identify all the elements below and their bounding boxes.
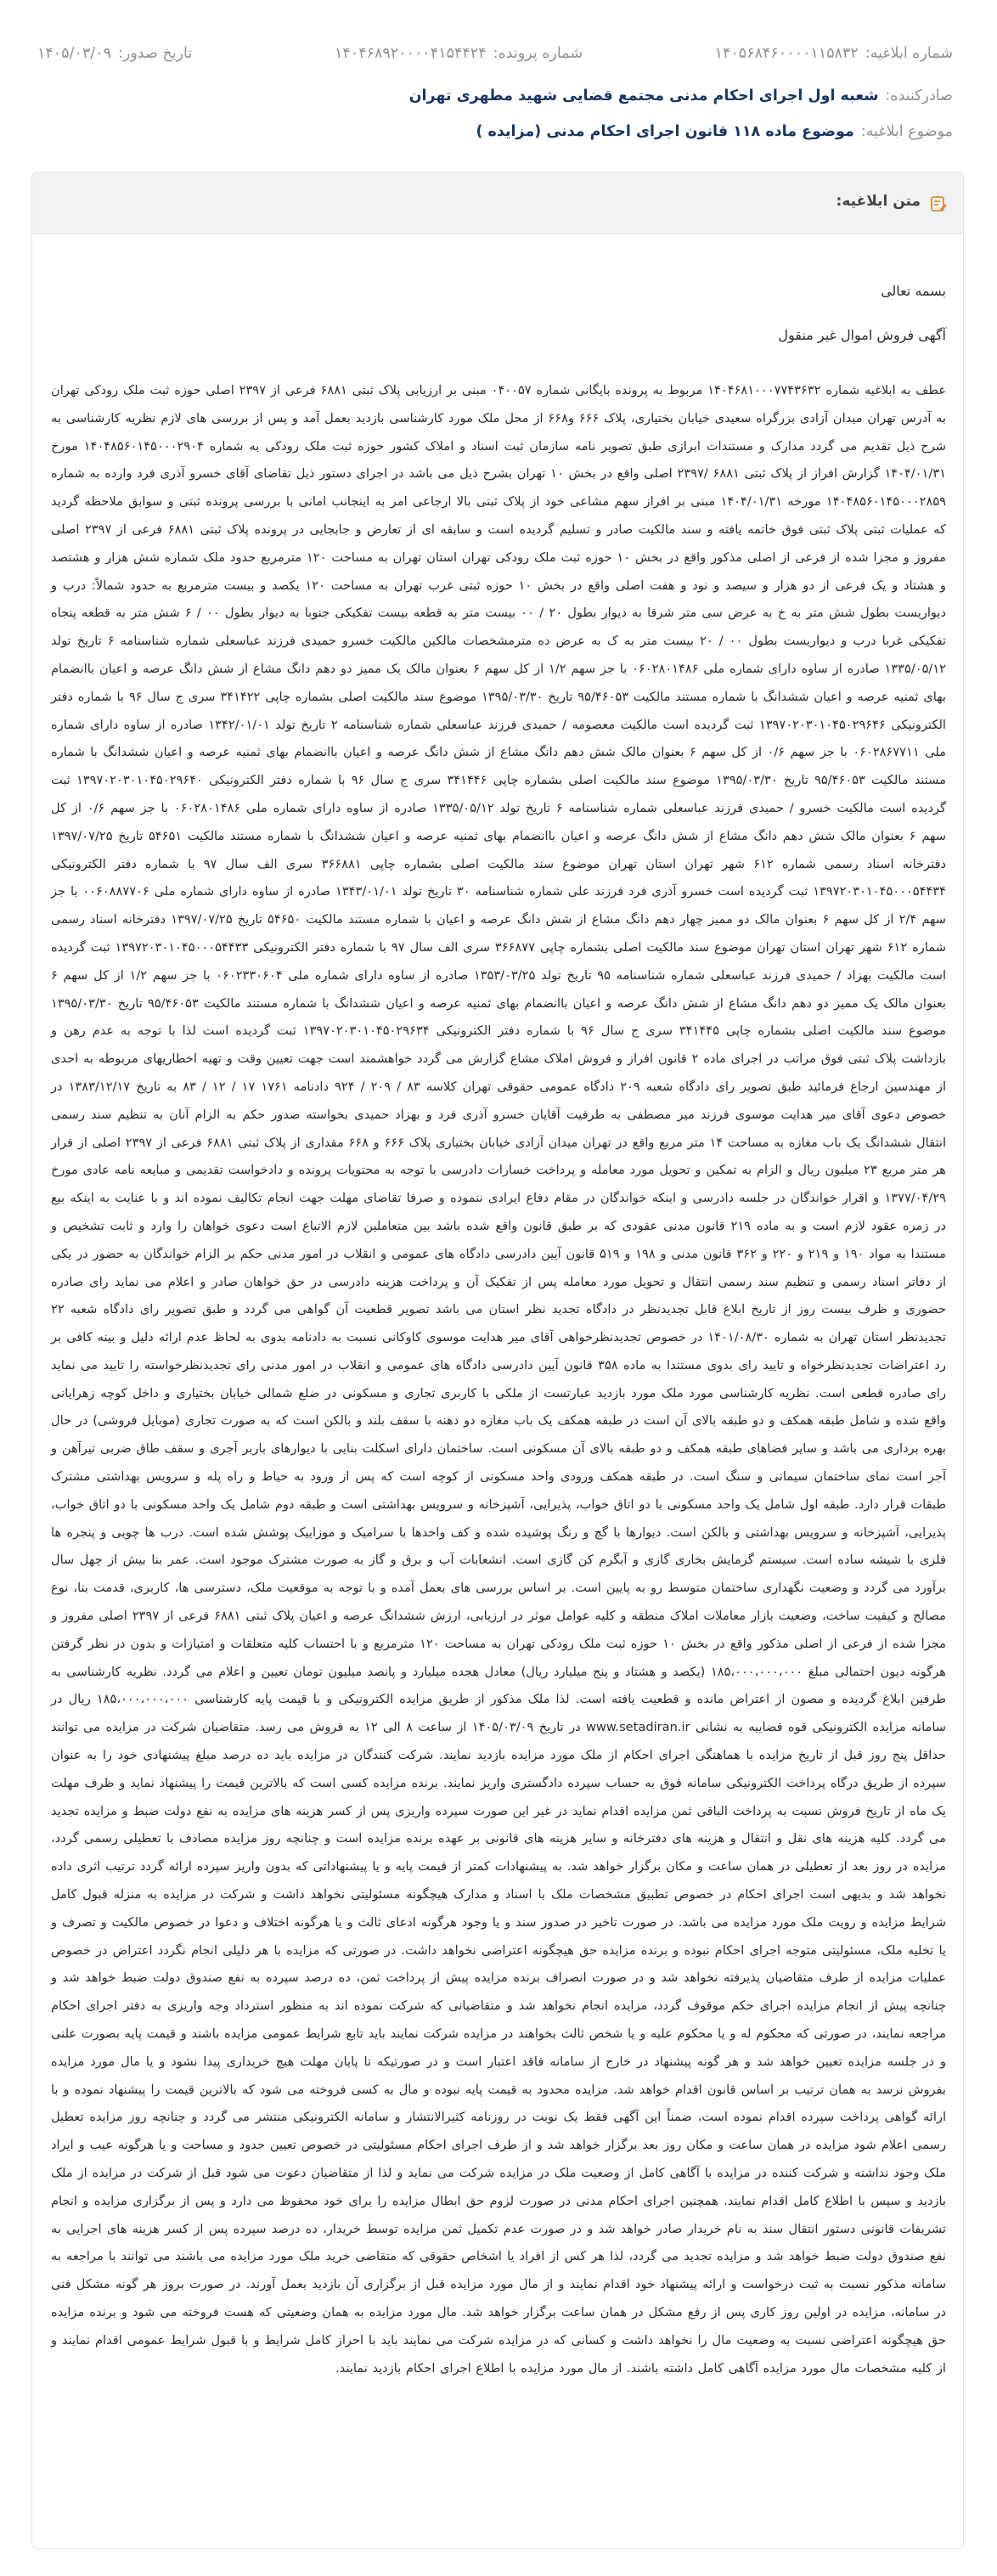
document-edit-icon — [929, 195, 948, 212]
file-number-label: شماره پرونده: — [493, 45, 583, 62]
sender-value: شعبه اول اجرای احکام مدنی مجتمع قضایی شهید مطهری تهران — [408, 87, 879, 104]
notice-content — [51, 234, 946, 2382]
sender-label: صادرکننده: — [885, 87, 953, 104]
notice-header — [0, 0, 997, 166]
notice-title: متن ابلاغیه: — [836, 193, 921, 210]
notice-card — [31, 172, 964, 2549]
file-number-value: ۱۴۰۴۶۸۹۲۰۰۰۰۴۱۵۴۴۲۴ — [335, 45, 487, 62]
issue-date-label: تاریخ صدور: — [118, 45, 193, 62]
notice-number — [715, 45, 953, 62]
issue-date — [37, 45, 192, 62]
notice-card-header — [32, 172, 963, 234]
file-number — [335, 45, 583, 62]
notice-body-text: عطف به ابلاغیه شماره ۱۴۰۴۶۸۱۰۰۰۷۷۴۳۶۳۲ مربوط به پرونده بایگانی شماره ۰۴۰۰۵۷ مبنی بر ارزیابی پلاک ثبتی ۶۸۸۱ فرعی از ۲۳۹۷ اصلی حوزه ثبت ملک رودکی تهران به آدرس تهران میدان آزادی بزرگراه سعیدی خیابان بختیاری، پلاک ۶۶۶ و۶۶۸ از محل ملک مورد کارشناسی بازدید بعمل آمد و پس از بررسی های لازم نظریه کارشناسی به شرح ذیل تقدیم می گردد مدارک و مستندات ابرازی طبق تصویر نامه سازمان ثبت اسناد و املاک کشور حوزه ثبت ملک رودکی به شماره ۱۴۰۴۸۵۶۰۱۴۵۰۰۰۲۹۰۴ مورخ ۱۴۰۴/۰۱/۳۱ گزارش افراز از پلاک ثبتی ۶۸۸۱ /۲۳۹۷ اصلی واقع در بخش ۱۰ تهران بشرح ذیل می باشد در اجرای دستور ذیل تقاضای آقای خسرو آذری فرد وارده به شماره ۱۴۰۴۸۵۶۰۱۴۵۰۰۰۲۸۵۹ مورخه ۱۴۰۴/۰۱/۳۱ مبنی بر افراز سهم مشاعی خود از پلاک ثبتی بالا ارجاعی امر به اینجانب امانی با بررسی پرونده ثبتی و سوابق ملاحظه گردید که عملیات ثبتی پلاک ثبتی فوق خاتمه یافته و سند مالکیت صادر و تسلیم گردیده است و سابقه ای از تعارض و جابجایی در پرونده پلاک ثبتی ۶۸۸۱ فرعی از ۲۳۹۷ اصلی مفروز و مجزا شده از فرعی از اصلی مذکور واقع در بخش ۱۰ حوزه ثبت ملک رودکی تهران استان تهران به مساحت ۱۲۰ مترمربع حدود ملک شماره شش هزار و هشتصد و هشتاد و یک فرعی از دو هزار و سیصد و نود و هفت اصلی واقع در بخش ۱۰ حوزه ثبتی غرب تهران به مساحت ۱۲۰ یکصد و بیست مترمربع به حدود شمالاً: درب و دیواریست بطول شش متر به خ به عرض سی متر شرقا به دیوار بطول ۲۰ / ۰۰ بیست متر به قطعه بیست تفکیکی جنوبا به دیوار بطول ۰۰ / ۶ شش متر به قطعه پنجاه تفکیکی غربا درب و دیواریست بطول ۰۰ / ۲۰ بیست متر به ک به عرض ده مترمشخصات مالکین مالکیت خسرو حمیدی فرزند عباسعلی شماره شناسنامه ۶ تاریخ تولد ۱۳۳۵/۰۵/۱۲ صادره از ساوه دارای شماره ملی ۰۶۰۲۸۰۱۴۸۶ با جز سهم ۱/۲ از کل سهم ۶ بعنوان مالک یک ممیز دو دهم دانگ مشاع از شش دانگ عرصه و اعیان باانضمام بهای ثمنیه عرصه و اعیان ششدانگ با شماره مستند مالکیت ۹۵/۴۶۰۵۳ تاریخ ۱۳۹۵/۰۳/۳۰ موضوع سند مالکیت اصلی بشماره چاپی ۳۴۱۴۲۲ سری ج سال ۹۶ با شماره دفتر الکترونیکی ۱۳۹۷۰۲۰۳۰۱۰۴۵۰۲۹۶۴۶ ثبت گردیده است مالکیت معصومه / حمیدی فرزند عباسعلی شماره شناسنامه ۲ تاریخ تولد ۱۳۴۲/۰۱/۰۱ صادره از ساوه دارای شماره ملی ۰۶۰۲۸۶۷۷۱۱ با جز سهم ۰/۶ از کل سهم ۶ بعنوان مالک شش دهم دانگ مشاع از شش دانگ عرصه و اعیان باانضمام بهای ثمنیه عرصه و اعیان ششدانگ با شماره مستند مالکیت ۹۵/۴۶۰۵۳ تاریخ ۱۳۹۵/۰۳/۳۰ موضوع سند مالکیت اصلی بشماره چاپی ۳۴۱۴۴۶ سری ج سال ۹۶ با شماره دفتر الکترونیکی ۱۳۹۷۰۲۰۳۰۱۰۴۵۰۲۹۶۴۰ ثبت گردیده است مالکیت خسرو / حمیدی فرزند عباسعلی شماره شناسنامه ۶ تاریخ تولد ۱۳۳۵/۰۵/۱۲ صادره از ساوه دارای شماره ملی ۰۶۰۲۸۰۱۴۸۶ با جز سهم ۰/۶ از کل سهم ۶ بعنوان مالک شش دهم دانگ مشاع از شش دانگ عرصه و اعیان باانضمام بهای ثمنیه عرصه و اعیان ششدانگ با شماره مستند مالکیت ۵۴۶۵۱ تاریخ ۱۳۹۷/۰۷/۲۵ دفترخانه اسناد رسمی شماره ۶۱۲ شهر تهران استان تهران موضوع سند مالکیت اصلی بشماره چاپی ۳۶۶۸۸۱ سری الف سال ۹۷ با شماره دفتر الکترونیکی ۱۳۹۷۲۰۳۰۱۰۴۵۰۰۰۵۴۴۳۴ ثبت گردیده است خسرو آذری فرد فرزند علی شماره شناسنامه ۳۰ تاریخ تولد ۱۳۴۳/۰۱/۰۱ صادره از ساوه دارای شماره ملی ۰۰۶۰۸۸۷۷۰۶ با جز سهم ۲/۴ از کل سهم ۶ بعنوان مالک دو ممیز چهار دهم دانگ مشاع از شش دانگ عرصه و اعیان با شماره مستند مالکیت ۵۴۶۵۰ تاریخ ۱۳۹۷/۰۷/۲۵ دفترخانه اسناد رسمی شماره ۶۱۲ شهر تهران استان تهران موضوع سند مالکیت اصلی بشماره چاپی ۳۶۶۸۷۷ سری الف سال ۹۷ با شماره دفتر الکترونیکی ۱۳۹۷۲۰۳۰۱۰۴۵۰۰۰۵۴۴۳۳ ثبت گردیده است مالکیت بهزاد / حمیدی فرزند عباسعلی شماره شناسنامه ۹۵ تاریخ تولد ۱۳۵۳/۰۳/۲۵ صادره از ساوه دارای شماره ملی ۰۶۰۲۳۳۰۶۰۴ با جز سهم ۱/۲ از کل سهم ۶ بعنوان مالک یک ممیز دو دهم دانگ مشاع از شش دانگ عرصه و اعیان باانضمام بهای ثمنیه عرصه و اعیان ششدانگ با شماره مستند مالکیت ۹۵/۴۶۰۵۳ تاریخ ۱۳۹۵/۰۳/۳۰ موضوع سند مالکیت اصلی بشماره چاپی ۳۴۱۴۴۵ سری ج سال ۹۶ با شماره دفتر الکترونیکی ۱۳۹۷۰۲۰۳۰۱۰۴۵۰۲۹۶۳۴ ثبت گردیده است لذا با توجه به عدم رهن و بازداشت پلاک ثبتی فوق مراتب در اجرای ماده ۲ قانون افراز و فروش املاک مشاع گزارش می گردد خواهشمند است جهت تعیین وقت و تهیه اخطاریهای مربوطه به احدی از مهندسین ارجاع فرمائید طبق تصویر رای دادگاه شعبه ۲۰۹ دادگاه عمومی حقوقی تهران کلاسه ۸۳ / ۲۰۹ / ۹۲۴ دادنامه ۱۷۶۱ ۱۷ / ۱۲ / ۸۳ به تاریخ ۱۳۸۳/۱۲/۱۷ در خصوص دعوی آقای میر هدایت موسوی فرزند میر مصطفی به طرفیت آقایان خسرو آذری فرد و بهزاد حمیدی بخواسته صدور حکم به الزام آنان به تنظیم سند رسمی انتقال ششدانگ یک باب مغازه به مساحت ۱۴ متر مربع واقع در تهران میدان آزادی خیابان بختیاری پلاک ۶۶۶ و ۶۶۸ مقداری از پلاک ثبتی ۶۸۸۱ فرعی از ۲۳۹۷ اصلی از قرار هر متر مربع ۲۳ میلیون ریال و الزام به تمکین و تحویل مورد معامله و پرداخت خسارات دادرسی با توجه به محتویات پرونده و دادخواست تقدیمی و مبایعه نامه عادی مورخ ۱۳۷۷/۰۴/۲۹ و اقرار خواندگان در جلسه دادرسی و اینکه خواندگان در مقام دفاع ایرادی ننموده و صرفا تقاضای مهلت جهت انجام تکالیف نموده اند و با عنایت به اینکه بیع در زمره عقود لازم است و به ماده ۲۱۹ قانون مدنی عقودی که بر طبق قانون واقع شده باشد بین متعاملین لازم الاتباع است دعوی خواهان را وارد و ثابت تشخیص و مستندا به مواد ۱۹۰ و ۲۱۹ و ۲۲۰ و ۳۶۲ قانون مدنی و ۱۹۸ و ۵۱۹ قانون آیین دادرسی دادگاه های عمومی و انقلاب در امور مدنی حکم بر الزام خواندگان به حضور در یکی از دفاتر اسناد رسمی و تنظیم سند رسمی انتقال و تحویل مورد معامله پس از تفکیک آن و پرداخت هزینه دادرسی در حق خواهان صادر و اعلام می نماید رای صادره حضوری و ظرف بیست روز از تاریخ ابلاغ قابل تجدیدنظر در دادگاه تجدید نظر استان می باشد تصویر قطعیت آن گواهی می گردد و طبق تصویر رای دادگاه شعبه ۲۲ تجدیدنظر استان تهران به شماره ۱۴۰۱/۰۸/۳۰ در خصوص تجدیدنظرخواهی آقای میر هدایت موسوی کاوکانی نسبت به دادنامه بدوی به لحاظ عدم ارائه دلیل و بینه کافی بر رد اعتراضات تجدیدنظرخواه و تایید رای بدوی مستندا به ماده ۳۵۸ قانون آیین دادرسی دادگاه های عمومی و انقلاب در امور مدنی رای تجدیدنظرخواسته را تایید می نماید رای صادره قطعی است. نظریه کارشناسی مورد ملک مورد بازدید عبارتست از ملکی با کاربری تجاری و مسکونی در ضلع شمالی خیابان بختیاری و داخل کوچه زهرایانی واقع شده و شامل طبقه همکف و دو طبقه بالای آن است در طبقه همکف یک باب مغازه دو دهنه با سقف بلند و بالکن است که به صورت تجاری (موبایل فروشی) در حال بهره برداری می باشد و سایر فضاهای طبقه همکف و دو طبقه بالای آن مسکونی است. ساختمان دارای اسکلت بنایی با دیوارهای باربر آجری و سقف طاق ضربی تیرآهن و آجر است نمای ساختمان سیمانی و سنگ است. در طبقه همکف ورودی واحد مسکونی از کوچه است که پس از ورود به حیاط و راه پله و سرویس بهداشتی مشترک طبقات قرار دارد. طبقه اول شامل یک واحد مسکونی با دو اتاق خواب، پذیرایی، آشپزخانه و سرویس بهداشتی است و طبقه دوم شامل یک واحد مسکونی با دو اتاق خواب، پذیرایی، آشپزخانه و سرویس بهداشتی و بالکن است. دیوارها با گچ و رنگ پوشیده شده و کف واحدها با سرامیک و موزاییک پوشش شده است. درب ها چوبی و پنجره ها فلزی با شیشه ساده است. سیستم گرمایش بخاری گازی و آبگرم کن گازی است. انشعابات آب و برق و گاز به صورت مشترک موجود است. عمر بنا بیش از چهل سال برآورد می گردد و وضعیت نگهداری ساختمان متوسط رو به پایین است. بر اساس بررسی های بعمل آمده و با توجه به موقعیت ملک، دسترسی ها، کاربری، قدمت بنا، نوع مصالح و کیفیت ساخت، وضعیت بازار معاملات املاک منطقه و کلیه عوامل موثر در ارزیابی، ارزش ششدانگ عرصه و اعیان پلاک ثبتی ۶۸۸۱ فرعی از ۲۳۹۷ اصلی مفروز و مجزا شده از فرعی از اصلی مذکور واقع در بخش ۱۰ حوزه ثبت ملک رودکی تهران به مساحت ۱۲۰ مترمربع و با احتساب کلیه متعلقات و امتیازات و بدون در نظر گرفتن هرگونه دیون احتمالی مبلغ ۱۸۵،۰۰۰،۰۰۰،۰۰۰ (یکصد و هشتاد و پنج میلیارد ریال) معادل هجده میلیارد و پانصد میلیون تومان تعیین و اعلام می گردد. نظریه کارشناسی به طرفین ابلاغ گردیده و مصون از اعتراض مانده و قطعیت یافته است. لذا ملک مذکور از طریق مزایده الکترونیکی و با قیمت پایه کارشناسی ۱۸۵،۰۰۰،۰۰۰،۰۰۰ ریال در سامانه مزایده الکترونیکی قوه قضاییه به نشانی www.setadiran.ir در تاریخ ۱۴۰۵/۰۳/۰۹ از ساعت ۸ الی ۱۲ به فروش می رسد. متقاضیان شرکت در مزایده می توانند حداقل پنج روز قبل از تاریخ مزایده با هماهنگی اجرای احکام از ملک مورد مزایده بازدید نمایند. شرکت کنندگان در مزایده باید ده درصد مبلغ پیشنهادی خود را به عنوان سپرده از طریق درگاه پرداخت الکترونیکی سامانه فوق به حساب سپرده دادگستری واریز نمایند. برنده مزایده کسی است که بالاترین قیمت را پیشنهاد نماید و ظرف مهلت یک ماه از تاریخ فروش نسبت به پرداخت الباقی ثمن مزایده اقدام نماید در غیر این صورت سپرده واریزی پس از کسر هزینه های مزایده به نفع دولت ضبط و مزایده تجدید می گردد. کلیه هزینه های نقل و انتقال و هزینه های دفترخانه و سایر هزینه های قانونی بر عهده برنده مزایده است و چنانچه روز مزایده مصادف با تعطیلی رسمی گردد، مزایده در روز بعد از تعطیلی در همان ساعت و مکان برگزار خواهد شد. به پیشنهادات کمتر از قیمت پایه و یا پیشنهاداتی که بدون واریز سپرده ارائه گردد ترتیب اثری داده نخواهد شد و بدیهی است اجرای احکام در خصوص تطبیق مشخصات ملک با اسناد و مدارک هیچگونه مسئولیتی نخواهد داشت و شرکت در مزایده به منزله قبول کامل شرایط مزایده و رویت ملک مورد مزایده می باشد. در صورت تاخیر در صدور سند و یا وجود هرگونه ادعای ثالث و یا هرگونه اختلاف و دعوا در خصوص مالکیت و تصرف و یا تخلیه ملک، مسئولیتی متوجه اجرای احکام نبوده و برنده مزایده حق هیچگونه اعتراضی نخواهد داشت. در صورتی که مزایده با هر دلیلی انجام نگردد اعتراض در خصوص عملیات مزایده از طرف متقاضیان پذیرفته نخواهد شد و در صورت انصراف برنده مزایده پیش از پرداخت ثمن، ده درصد سپرده به نفع صندوق دولت ضبط خواهد شد و چنانچه پیش از انجام مزایده اجرای حکم موقوف گردد، مزایده انجام نخواهد شد و متقاضیانی که شرکت نموده اند به منظور استرداد وجه واریزی به دفتر اجرای احکام مراجعه نمایند، در صورتی که محکوم له و یا محکوم علیه و یا شخص ثالث بخواهند در مزایده شرکت نمایند باید تابع شرایط عمومی مزایده باشند و قیمت پایه بصورت علنی و در جلسه مزایده تعیین خواهد شد و هر گونه پیشنهاد در خارج از سامانه فاقد اعتبار است و در صورتیکه تا پایان مهلت هیچ خریداری پیدا نشود و یا مال مورد مزایده بفروش نرسد به همان ترتیب بر اساس قانون اقدام خواهد شد. مزایده محدود به قیمت پایه نبوده و مال به کسی فروخته می شود که بالاترین قیمت را پیشنهاد نموده و با ارائه گواهی پرداخت سپرده اقدام نموده است، ضمناً این آگهی فقط یک نوبت در روزنامه کثیرالانتشار و سامانه الکترونیکی منتشر می گردد و چنانچه روز مزایده تعطیل رسمی اعلام شود مزایده در همان ساعت و مکان روز بعد برگزار خواهد شد و از طرف اجرای احکام مسئولیتی در خصوص تعیین حدود و مساحت و یا هرگونه عیب و ایراد ملک وجود نداشته و شرکت کننده در مزایده با آگاهی کامل از وضعیت ملک در مزایده شرکت می نماید و لذا از متقاضیان دعوت می شود قبل از شرکت در مزایده از ملک بازدید و سپس با اطلاع کامل اقدام نمایند. همچنین اجرای احکام مدنی در صورت لزوم حق ابطال مزایده را برای خود محفوظ می دارد و پس از برگزاری مزایده و انجام تشریفات قانونی دستور انتقال سند به نام خریدار صادر خواهد شد و در صورت عدم تکمیل ثمن مزایده توسط خریدار، ده درصد سپرده پس از کسر هزینه های اجرایی به نفع صندوق دولت ضبط خواهد شد و مزایده تجدید می گردد، لذا هر کس از افراد یا اشخاص حقوقی که متقاضی خرید ملک مورد مزایده می باشند می توانند با مراجعه به سامانه مذکور نسبت به ثبت درخواست و ارائه پیشنهاد خود اقدام نمایند و از مال مورد مزایده قبل از برگزاری آن بازدید بعمل آورند. در صورت بروز هر گونه مشکل فنی در سامانه، مزایده در اولین روز کاری پس از رفع مشکل در همان ساعت برگزار خواهد شد. مال مورد مزایده به همان وضعیتی که هست فروخته می شود و برنده مزایده حق هیچگونه اعتراضی نسبت به وضعیت مال را نخواهد داشت و کسانی که در مزایده شرکت می نمایند باید با احراز کامل شرایط و با قبول شرایط عمومی اقدام نمایند و از کلیه مشخصات مال مورد مزایده آگاهی کامل داشته باشند. از مال مورد مزایده با اطلاع اجرای احکام بازدید نمایند. — [51, 383, 947, 2376]
subject-value: موضوع ماده ۱۱۸ قانون اجرای احکام مدنی (مزایده ) — [476, 123, 854, 140]
notice-number-value: ۱۴۰۵۶۸۴۶۰۰۰۰۱۱۵۸۳۲ — [714, 45, 859, 62]
subject-row — [37, 119, 953, 144]
notice-card-body — [32, 234, 963, 2548]
notice-number-label: شماره ابلاغیه: — [865, 45, 953, 62]
sender-row — [37, 83, 953, 109]
notice-opening: بسمه تعالی — [881, 283, 946, 299]
issue-date-value: ۱۴۰۵/۰۳/۰۹ — [37, 45, 111, 62]
meta-row — [37, 41, 953, 66]
notice-subtitle: آگهی فروش اموال غیر منقول — [778, 327, 946, 343]
subject-label: موضوع ابلاغیه: — [860, 123, 953, 140]
